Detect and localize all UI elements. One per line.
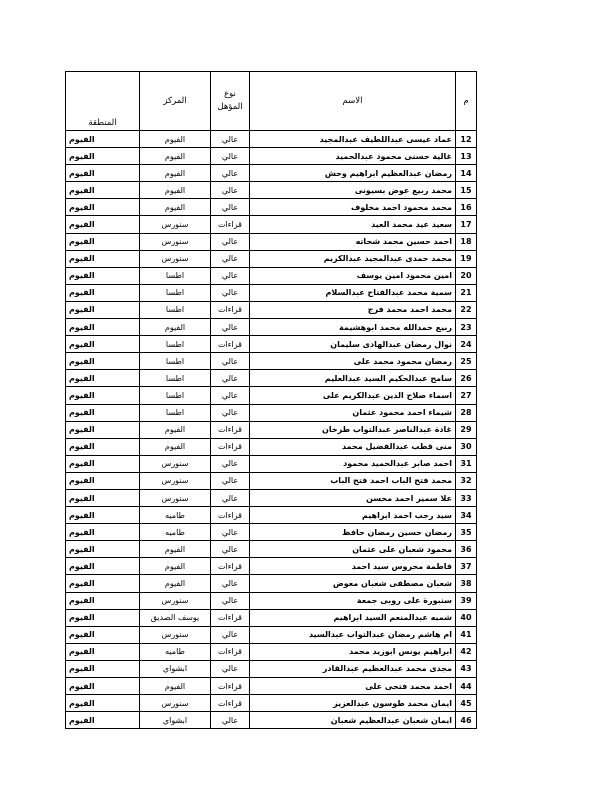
cell-center: سنورس [140, 592, 211, 609]
header-name: الاسم [250, 72, 456, 131]
cell-num: 44 [456, 678, 477, 695]
cell-name: محمود شعبان على عثمان [250, 541, 456, 558]
cell-num: 42 [456, 643, 477, 660]
table-row [66, 370, 477, 387]
cell-center: اطسا [140, 404, 211, 421]
table-row [66, 353, 477, 370]
cell-name: محمد حمدى عبدالمجيد عبدالكريم [250, 250, 456, 267]
cell-qualification: عالي [211, 524, 250, 541]
cell-region: الفيوم [66, 319, 140, 336]
cell-name: امين محمود امين يوسف [250, 267, 456, 284]
cell-num: 25 [456, 353, 477, 370]
cell-qualification: قراءات [211, 216, 250, 233]
cell-qualification: عالي [211, 284, 250, 301]
cell-region: الفيوم [66, 267, 140, 284]
table-row [66, 558, 477, 575]
cell-num: 14 [456, 165, 477, 182]
cell-name: محمد احمد محمد فرج [250, 301, 456, 318]
cell-num: 31 [456, 455, 477, 472]
cell-qualification: قراءات [211, 678, 250, 695]
cell-name: رمضان محمود محمد على [250, 353, 456, 370]
cell-num: 37 [456, 558, 477, 575]
cell-qualification: عالي [211, 472, 250, 489]
header-region: المنطقة [66, 72, 140, 131]
cell-qualification: قراءات [211, 507, 250, 524]
cell-center: الفيوم [140, 182, 211, 199]
cell-qualification: عالي [211, 319, 250, 336]
cell-qualification: عالي [211, 199, 250, 216]
cell-region: الفيوم [66, 182, 140, 199]
cell-num: 28 [456, 404, 477, 421]
table-body [66, 131, 477, 729]
cell-center: اطسا [140, 336, 211, 353]
table-row [66, 131, 477, 148]
cell-num: 13 [456, 148, 477, 165]
cell-qualification: قراءات [211, 301, 250, 318]
cell-qualification: عالي [211, 250, 250, 267]
table-row [66, 455, 477, 472]
cell-num: 17 [456, 216, 477, 233]
cell-region: الفيوم [66, 165, 140, 182]
table-row [66, 284, 477, 301]
cell-name: سمية محمد عبدالفتاح عبدالسلام [250, 284, 456, 301]
cell-center: الفيوم [140, 541, 211, 558]
cell-center: طاميه [140, 507, 211, 524]
cell-name: غادة عبدالناصر عبدالتواب طرخان [250, 421, 456, 438]
cell-center: سنورس [140, 489, 211, 506]
cell-qualification: عالي [211, 131, 250, 148]
cell-center: اطسا [140, 370, 211, 387]
table-row [66, 609, 477, 626]
cell-region: الفيوم [66, 592, 140, 609]
cell-num: 38 [456, 575, 477, 592]
cell-name: ايمان محمد طوسون عبدالعزيز [250, 695, 456, 712]
cell-num: 43 [456, 660, 477, 677]
cell-qualification: عالي [211, 575, 250, 592]
header-num: م [456, 72, 477, 131]
cell-qualification: قراءات [211, 695, 250, 712]
cell-center: الفيوم [140, 319, 211, 336]
cell-region: الفيوم [66, 284, 140, 301]
cell-region: الفيوم [66, 507, 140, 524]
cell-name: نوال رمضان عبدالهادى سليمان [250, 336, 456, 353]
cell-region: الفيوم [66, 695, 140, 712]
cell-name: سامح عبدالحكيم السيد عبدالعليم [250, 370, 456, 387]
cell-center: الفيوم [140, 558, 211, 575]
cell-region: الفيوم [66, 148, 140, 165]
cell-region: الفيوم [66, 336, 140, 353]
table-row [66, 592, 477, 609]
table-row [66, 438, 477, 455]
cell-region: الفيوم [66, 660, 140, 677]
cell-num: 22 [456, 301, 477, 318]
cell-num: 41 [456, 626, 477, 643]
cell-num: 36 [456, 541, 477, 558]
cell-region: الفيوم [66, 575, 140, 592]
cell-region: الفيوم [66, 131, 140, 148]
table-row [66, 250, 477, 267]
header-center: المركز [140, 72, 211, 131]
cell-region: الفيوم [66, 301, 140, 318]
cell-center: اطسا [140, 284, 211, 301]
cell-name: محمد ربيع عوض بسيونى [250, 182, 456, 199]
cell-qualification: قراءات [211, 643, 250, 660]
cell-name: ربيع حمدالله محمد ابوهشيمة [250, 319, 456, 336]
cell-num: 34 [456, 507, 477, 524]
cell-name: ابراهيم يونس ابوزيد محمد [250, 643, 456, 660]
cell-center: الفيوم [140, 199, 211, 216]
cell-name: شعبان مصطفى شعبان معوض [250, 575, 456, 592]
header-row [66, 72, 477, 131]
cell-region: الفيوم [66, 233, 140, 250]
cell-name: سنبورة على روبى جمعة [250, 592, 456, 609]
cell-center: اطسا [140, 267, 211, 284]
table-row [66, 267, 477, 284]
cell-center: طاميه [140, 524, 211, 541]
cell-qualification: عالي [211, 148, 250, 165]
cell-name: محمد فتح الباب احمد فتح الباب [250, 472, 456, 489]
cell-region: الفيوم [66, 250, 140, 267]
cell-qualification: عالي [211, 267, 250, 284]
table-row [66, 404, 477, 421]
table-row [66, 695, 477, 712]
cell-num: 26 [456, 370, 477, 387]
cell-name: مجدى محمد عبدالعظيم عبدالقادر [250, 660, 456, 677]
cell-name: رمضان حسين رمضان حافظ [250, 524, 456, 541]
table-row [66, 678, 477, 695]
table-row [66, 643, 477, 660]
cell-region: الفيوم [66, 455, 140, 472]
cell-name: ام هاشم رمضان عبدالتواب عبدالسيد [250, 626, 456, 643]
cell-center: ابشواي [140, 712, 211, 729]
cell-center: يوسف الصديق [140, 609, 211, 626]
cell-qualification: عالي [211, 165, 250, 182]
cell-name: احمد حسين محمد شحاته [250, 233, 456, 250]
cell-num: 27 [456, 387, 477, 404]
cell-name: رمضان عبدالعظيم ابراهيم وحش [250, 165, 456, 182]
cell-num: 39 [456, 592, 477, 609]
cell-num: 20 [456, 267, 477, 284]
table-row [66, 524, 477, 541]
cell-region: الفيوم [66, 199, 140, 216]
table-row [66, 319, 477, 336]
cell-name: شيماء احمد محمود عثمان [250, 404, 456, 421]
cell-region: الفيوم [66, 421, 140, 438]
cell-num: 21 [456, 284, 477, 301]
cell-qualification: عالي [211, 592, 250, 609]
cell-qualification: عالي [211, 404, 250, 421]
table-row [66, 199, 477, 216]
cell-center: سنورس [140, 216, 211, 233]
cell-region: الفيوم [66, 712, 140, 729]
cell-num: 30 [456, 438, 477, 455]
cell-qualification: عالي [211, 182, 250, 199]
cell-qualification: عالي [211, 387, 250, 404]
cell-region: الفيوم [66, 438, 140, 455]
table-row [66, 541, 477, 558]
table-row [66, 387, 477, 404]
cell-region: الفيوم [66, 370, 140, 387]
cell-region: الفيوم [66, 404, 140, 421]
cell-num: 40 [456, 609, 477, 626]
cell-region: الفيوم [66, 609, 140, 626]
cell-region: الفيوم [66, 489, 140, 506]
cell-num: 24 [456, 336, 477, 353]
cell-num: 46 [456, 712, 477, 729]
table-row [66, 660, 477, 677]
cell-region: الفيوم [66, 678, 140, 695]
cell-num: 16 [456, 199, 477, 216]
cell-num: 19 [456, 250, 477, 267]
table-row [66, 148, 477, 165]
table-row [66, 575, 477, 592]
cell-num: 15 [456, 182, 477, 199]
cell-qualification: قراءات [211, 609, 250, 626]
cell-qualification: عالي [211, 626, 250, 643]
table-row [66, 472, 477, 489]
cell-center: الفيوم [140, 421, 211, 438]
cell-center: طاميه [140, 643, 211, 660]
cell-center: اطسا [140, 353, 211, 370]
cell-num: 23 [456, 319, 477, 336]
cell-center: ابشواي [140, 660, 211, 677]
header-qualification: نوع المؤهل [211, 72, 250, 131]
cell-region: الفيوم [66, 524, 140, 541]
cell-region: الفيوم [66, 216, 140, 233]
cell-region: الفيوم [66, 643, 140, 660]
cell-qualification: عالي [211, 489, 250, 506]
cell-name: ايمان شعبان عبدالعظيم شعبان [250, 712, 456, 729]
cell-name: محمد محمود احمد مخلوف [250, 199, 456, 216]
cell-name: غالية حسنى محمود عبدالحميد [250, 148, 456, 165]
cell-region: الفيوم [66, 387, 140, 404]
cell-name: شميه عبدالمنعم السيد ابراهيم [250, 609, 456, 626]
cell-num: 45 [456, 695, 477, 712]
table-row [66, 421, 477, 438]
cell-center: سنورس [140, 626, 211, 643]
cell-num: 29 [456, 421, 477, 438]
cell-num: 18 [456, 233, 477, 250]
cell-center: سنورس [140, 250, 211, 267]
table-row [66, 626, 477, 643]
cell-region: الفيوم [66, 626, 140, 643]
cell-center: سنورس [140, 695, 211, 712]
table-row [66, 216, 477, 233]
cell-num: 33 [456, 489, 477, 506]
cell-center: سنورس [140, 472, 211, 489]
cell-name: اسماء صلاح الدين عبدالكريم على [250, 387, 456, 404]
cell-center: سنورس [140, 455, 211, 472]
cell-region: الفيوم [66, 353, 140, 370]
table-row [66, 182, 477, 199]
cell-center: الفيوم [140, 165, 211, 182]
cell-center: الفيوم [140, 131, 211, 148]
table-row [66, 165, 477, 182]
table-row [66, 489, 477, 506]
roster-table [65, 71, 477, 729]
cell-num: 12 [456, 131, 477, 148]
cell-name: فاطمة محروس سيد احمد [250, 558, 456, 575]
cell-qualification: عالي [211, 233, 250, 250]
cell-qualification: عالي [211, 712, 250, 729]
cell-qualification: قراءات [211, 438, 250, 455]
cell-qualification: عالي [211, 541, 250, 558]
cell-qualification: عالي [211, 353, 250, 370]
table-row [66, 233, 477, 250]
cell-qualification: قراءات [211, 558, 250, 575]
cell-center: الفيوم [140, 148, 211, 165]
cell-name: سيد رجب احمد ابراهيم [250, 507, 456, 524]
cell-qualification: عالي [211, 455, 250, 472]
cell-qualification: عالي [211, 370, 250, 387]
table-row [66, 336, 477, 353]
cell-center: الفيوم [140, 438, 211, 455]
cell-name: احمد محمد فتحى على [250, 678, 456, 695]
cell-num: 32 [456, 472, 477, 489]
cell-center: اطسا [140, 387, 211, 404]
cell-region: الفيوم [66, 541, 140, 558]
cell-name: احمد صابر عبدالحميد محمود [250, 455, 456, 472]
cell-qualification: عالي [211, 660, 250, 677]
cell-center: الفيوم [140, 678, 211, 695]
table-row [66, 507, 477, 524]
cell-region: الفيوم [66, 558, 140, 575]
cell-qualification: قراءات [211, 336, 250, 353]
cell-qualification: قراءات [211, 421, 250, 438]
cell-region: الفيوم [66, 472, 140, 489]
table-row [66, 712, 477, 729]
cell-name: عماد عيسى عبداللطيف عبدالمجيد [250, 131, 456, 148]
cell-center: الفيوم [140, 575, 211, 592]
cell-name: علا سمير احمد محسن [250, 489, 456, 506]
table-row [66, 301, 477, 318]
cell-name: منى قطب عبدالفضيل محمد [250, 438, 456, 455]
cell-name: سعيد عيد محمد العيد [250, 216, 456, 233]
cell-center: سنورس [140, 233, 211, 250]
cell-num: 35 [456, 524, 477, 541]
cell-center: اطسا [140, 301, 211, 318]
